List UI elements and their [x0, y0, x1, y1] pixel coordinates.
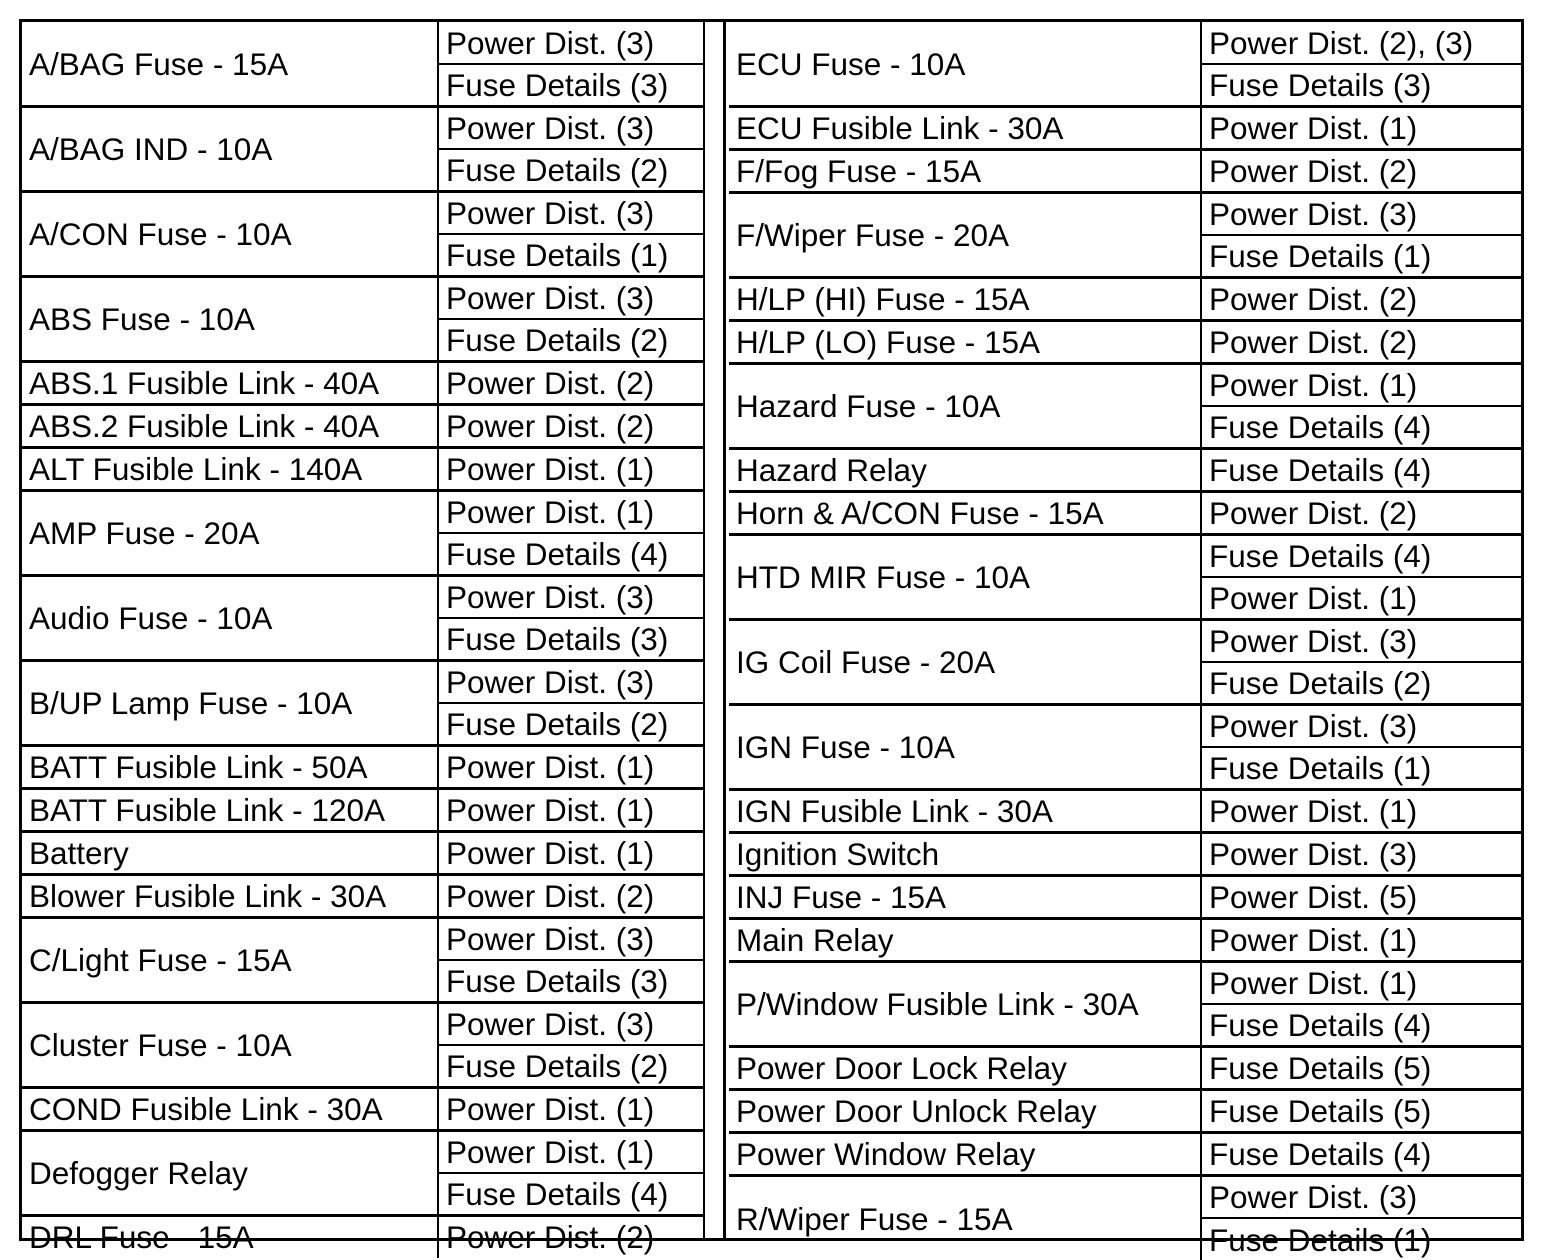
- table-row: [729, 1176, 1521, 1219]
- component-name: B/UP Lamp Fuse - 10A: [22, 661, 438, 746]
- table-row: [729, 919, 1521, 962]
- reference-link[interactable]: Power Dist. (1): [438, 1088, 703, 1131]
- reference-link[interactable]: Power Dist. (3): [1201, 1176, 1521, 1219]
- table-row: [22, 107, 703, 150]
- component-name: ABS Fuse - 10A: [22, 277, 438, 362]
- table-row: [22, 576, 703, 619]
- reference-link[interactable]: Power Dist. (3): [438, 22, 703, 64]
- table-row: [22, 1088, 703, 1131]
- reference-link[interactable]: Fuse Details (5): [1201, 1090, 1521, 1133]
- component-name: IGN Fusible Link - 30A: [729, 790, 1201, 833]
- component-name: A/CON Fuse - 10A: [22, 192, 438, 277]
- component-name: Horn & A/CON Fuse - 15A: [729, 492, 1201, 535]
- reference-link[interactable]: Power Dist. (2): [1201, 321, 1521, 364]
- table-row: [22, 832, 703, 875]
- reference-link[interactable]: Power Dist. (1): [1201, 919, 1521, 962]
- reference-link[interactable]: Fuse Details (3): [438, 960, 703, 1003]
- component-name: IGN Fuse - 10A: [729, 705, 1201, 790]
- reference-link[interactable]: Fuse Details (2): [438, 1045, 703, 1088]
- reference-link[interactable]: Power Dist. (2): [438, 875, 703, 918]
- reference-link[interactable]: Fuse Details (5): [1201, 1047, 1521, 1090]
- table-row: [729, 107, 1521, 150]
- reference-link[interactable]: Power Dist. (1): [1201, 577, 1521, 620]
- component-name: Battery: [22, 832, 438, 875]
- table-row: [729, 22, 1521, 64]
- reference-link[interactable]: Power Dist. (3): [1201, 705, 1521, 748]
- component-name: P/Window Fusible Link - 30A: [729, 962, 1201, 1047]
- component-name: ECU Fusible Link - 30A: [729, 107, 1201, 150]
- reference-link[interactable]: Fuse Details (3): [438, 64, 703, 107]
- reference-link[interactable]: Power Dist. (1): [438, 746, 703, 789]
- reference-link[interactable]: Fuse Details (4): [1201, 449, 1521, 492]
- reference-link[interactable]: Power Dist. (3): [438, 576, 703, 619]
- table-row: [22, 875, 703, 918]
- component-name: ABS.2 Fusible Link - 40A: [22, 405, 438, 448]
- component-name: R/Wiper Fuse - 15A: [729, 1176, 1201, 1260]
- component-name: Main Relay: [729, 919, 1201, 962]
- reference-link[interactable]: Power Dist. (3): [438, 661, 703, 704]
- table-row: [729, 321, 1521, 364]
- reference-link[interactable]: Fuse Details (4): [1201, 535, 1521, 578]
- component-name: Power Door Lock Relay: [729, 1047, 1201, 1090]
- component-name: Audio Fuse - 10A: [22, 576, 438, 661]
- reference-link[interactable]: Power Dist. (1): [438, 448, 703, 491]
- reference-link[interactable]: Fuse Details (2): [1201, 662, 1521, 705]
- reference-link[interactable]: Fuse Details (4): [1201, 1133, 1521, 1176]
- table-row: [22, 491, 703, 534]
- component-name: ALT Fusible Link - 140A: [22, 448, 438, 491]
- table-row: [22, 362, 703, 405]
- component-name: BATT Fusible Link - 120A: [22, 789, 438, 832]
- table-row: [22, 405, 703, 448]
- table-row: [729, 1133, 1521, 1176]
- table-row: [729, 278, 1521, 321]
- reference-link[interactable]: Fuse Details (4): [1201, 1004, 1521, 1047]
- reference-link[interactable]: Fuse Details (4): [438, 1173, 703, 1216]
- table-row: [729, 364, 1521, 407]
- reference-link[interactable]: Power Dist. (1): [438, 789, 703, 832]
- reference-link[interactable]: Power Dist. (1): [1201, 962, 1521, 1005]
- table-row: [729, 962, 1521, 1005]
- table-row: [22, 277, 703, 320]
- component-name: ABS.1 Fusible Link - 40A: [22, 362, 438, 405]
- component-name: Power Window Relay: [729, 1133, 1201, 1176]
- component-name: H/LP (HI) Fuse - 15A: [729, 278, 1201, 321]
- table-row: [729, 620, 1521, 663]
- component-name: C/Light Fuse - 15A: [22, 918, 438, 1003]
- reference-link[interactable]: Fuse Details (1): [1201, 1218, 1521, 1260]
- reference-link[interactable]: Power Dist. (1): [438, 491, 703, 534]
- table-row: [22, 448, 703, 491]
- component-name: DRL Fuse - 15A: [22, 1216, 438, 1258]
- component-name: BATT Fusible Link - 50A: [22, 746, 438, 789]
- left-index-table: [22, 22, 703, 1258]
- reference-link[interactable]: Fuse Details (3): [438, 618, 703, 661]
- component-name: Defogger Relay: [22, 1131, 438, 1216]
- table-row: [22, 22, 703, 64]
- component-name: H/LP (LO) Fuse - 15A: [729, 321, 1201, 364]
- reference-link[interactable]: Power Dist. (3): [438, 107, 703, 150]
- component-name: COND Fusible Link - 30A: [22, 1088, 438, 1131]
- table-row: [22, 1216, 703, 1258]
- table-row: [22, 746, 703, 789]
- reference-link[interactable]: Power Dist. (2): [1201, 278, 1521, 321]
- reference-link[interactable]: Fuse Details (2): [438, 703, 703, 746]
- component-name: Cluster Fuse - 10A: [22, 1003, 438, 1088]
- table-row: [22, 789, 703, 832]
- reference-link[interactable]: Power Dist. (3): [1201, 620, 1521, 663]
- reference-link[interactable]: Fuse Details (2): [438, 319, 703, 362]
- table-row: [729, 449, 1521, 492]
- component-name: Hazard Relay: [729, 449, 1201, 492]
- table-row: [729, 790, 1521, 833]
- reference-link[interactable]: Power Dist. (2): [438, 362, 703, 405]
- reference-link[interactable]: Fuse Details (3): [1201, 64, 1521, 107]
- reference-link[interactable]: Power Dist. (3): [438, 918, 703, 961]
- component-name: F/Fog Fuse - 15A: [729, 150, 1201, 193]
- table-row: [729, 492, 1521, 535]
- table-row: [22, 192, 703, 235]
- table-row: [22, 1131, 703, 1174]
- reference-link[interactable]: Power Dist. (2), (3): [1201, 22, 1521, 64]
- table-row: [729, 150, 1521, 193]
- table-row: [729, 876, 1521, 919]
- reference-link[interactable]: Power Dist. (2): [438, 1216, 703, 1258]
- reference-link[interactable]: Fuse Details (1): [1201, 747, 1521, 790]
- table-row: [22, 1003, 703, 1046]
- component-name: HTD MIR Fuse - 10A: [729, 535, 1201, 620]
- reference-link[interactable]: Power Dist. (3): [1201, 833, 1521, 876]
- component-name: Hazard Fuse - 10A: [729, 364, 1201, 449]
- reference-link[interactable]: Power Dist. (1): [1201, 107, 1521, 150]
- component-name: Power Door Unlock Relay: [729, 1090, 1201, 1133]
- table-row: [22, 661, 703, 704]
- reference-link[interactable]: Fuse Details (4): [438, 533, 703, 576]
- table-row: [729, 1090, 1521, 1133]
- column-divider: [703, 22, 726, 1238]
- reference-link[interactable]: Power Dist. (3): [438, 192, 703, 235]
- reference-link[interactable]: Fuse Details (2): [438, 149, 703, 192]
- component-name: A/BAG Fuse - 15A: [22, 22, 438, 107]
- reference-link[interactable]: Power Dist. (5): [1201, 876, 1521, 919]
- reference-link[interactable]: Power Dist. (1): [1201, 790, 1521, 833]
- reference-link[interactable]: Power Dist. (2): [438, 405, 703, 448]
- component-name: A/BAG IND - 10A: [22, 107, 438, 192]
- reference-link[interactable]: Fuse Details (4): [1201, 406, 1521, 449]
- right-index-table: [729, 22, 1521, 1260]
- component-name: AMP Fuse - 20A: [22, 491, 438, 576]
- reference-link[interactable]: Power Dist. (1): [438, 832, 703, 875]
- component-name: Ignition Switch: [729, 833, 1201, 876]
- reference-link[interactable]: Power Dist. (1): [1201, 364, 1521, 407]
- reference-link[interactable]: Power Dist. (3): [438, 277, 703, 320]
- component-name: INJ Fuse - 15A: [729, 876, 1201, 919]
- reference-link[interactable]: Power Dist. (2): [1201, 150, 1521, 193]
- reference-link[interactable]: Fuse Details (1): [1201, 235, 1521, 278]
- reference-link[interactable]: Power Dist. (3): [438, 1003, 703, 1046]
- table-row: [729, 535, 1521, 578]
- table-row: [729, 833, 1521, 876]
- reference-link[interactable]: Power Dist. (1): [438, 1131, 703, 1174]
- reference-link[interactable]: Fuse Details (1): [438, 234, 703, 277]
- component-name: IG Coil Fuse - 20A: [729, 620, 1201, 705]
- table-row: [22, 918, 703, 961]
- reference-link[interactable]: Power Dist. (3): [1201, 193, 1521, 236]
- table-row: [729, 193, 1521, 236]
- table-row: [729, 705, 1521, 748]
- component-name: F/Wiper Fuse - 20A: [729, 193, 1201, 278]
- reference-link[interactable]: Power Dist. (2): [1201, 492, 1521, 535]
- component-name: Blower Fusible Link - 30A: [22, 875, 438, 918]
- component-name: ECU Fuse - 10A: [729, 22, 1201, 107]
- table-row: [729, 1047, 1521, 1090]
